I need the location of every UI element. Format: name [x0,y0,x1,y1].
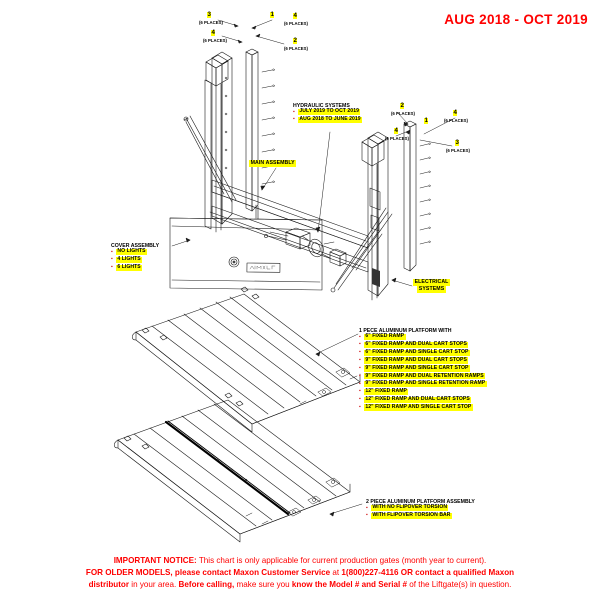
platform-one-piece-option [359,342,487,348]
platform-one-piece-option [359,373,487,379]
platform-one-piece-options [359,334,487,411]
platform-one-piece-option [359,397,487,403]
main-assembly-beam [210,180,368,272]
platform-one-piece-option [359,350,487,356]
callout-places-right-4b: (6 PLACES) [444,118,468,123]
platform-one-piece-option [359,357,487,363]
hydraulic-systems-option [293,109,362,115]
bullet-icon: ▪ [366,512,368,519]
callout-number-right-4a: 4 [394,127,398,134]
important-notice [0,555,600,591]
notice-text: at [330,567,342,577]
cover-assembly-option [111,249,159,255]
bullet-icon: ▪ [111,264,113,271]
platform-one-piece-option [359,365,487,371]
bullet-icon: ▪ [111,248,113,255]
date-range-header: AUG 2018 - OCT 2019 [444,12,588,27]
platform-one-piece-drawing [132,287,360,432]
platform-one-piece-option-label: 12" FIXED RAMP [365,388,407,395]
left-bolt-strip [246,49,274,211]
platform-one-piece-option-label: 9" FIXED RAMP AND DUAL RETENTION RAMPS [365,372,484,379]
notice-text: FOR OLDER MODELS, please contact Maxon Customer Service [85,567,331,577]
callout-number-left-4a: 4 [211,29,215,36]
platform-two-piece-option [366,513,475,519]
hydraulic-systems-title: HYDRAULIC SYSTEMS [293,103,350,109]
bullet-icon: ▪ [359,333,361,340]
platform-one-piece-option-label: 12" FIXED RAMP AND DUAL CART STOPS [365,396,470,403]
right-bolt-strip [404,121,430,271]
platform-two-piece-option-label: WITH NO FLIPOVER TORSION [372,504,448,511]
notice-text: know the Model # and Serial # [291,579,408,589]
platform-two-piece-drawing [114,393,350,542]
platform-two-piece-callout [366,499,475,521]
platform-one-piece-option-label: 6" FIXED RAMP AND SINGLE CART STOP [365,349,469,356]
callout-number-right-4b: 4 [453,109,457,116]
callout-places-left-4a: (6 PLACES) [203,38,227,43]
notice-heading: IMPORTANT NOTICE: [113,555,197,565]
notice-text: in your area. [129,579,179,589]
notice-text: of the Liftgate(s) in question. [407,579,512,589]
bullet-icon: ▪ [359,372,361,379]
platform-two-piece-options [366,505,475,519]
left-column [205,52,232,232]
notice-text: Before calling, [178,579,235,589]
callout-places-right-3: (6 PLACES) [446,148,470,153]
cover-assembly-title: COVER ASSEMBLY [111,243,160,249]
hydraulic-systems-callout [293,103,362,125]
bullet-icon: ▪ [293,116,295,123]
platform-one-piece-option-label: 6" FIXED RAMP [365,333,405,340]
electrical-systems-label: ELECTRICAL SYSTEMS [414,278,449,292]
platform-one-piece-callout [359,328,487,412]
bullet-icon: ▪ [359,396,361,403]
callout-places-left-4b: (6 PLACES) [284,21,308,26]
platform-one-piece-option [359,389,487,395]
cover-option-label: NO LIGHTS [117,248,146,255]
bullet-icon: ▪ [293,108,295,115]
bullet-icon: ▪ [359,349,361,356]
cover-assembly-panel [170,218,322,290]
notice-line-3 [18,579,582,591]
notice-text: make sure you [234,579,292,589]
bullet-icon: ▪ [359,404,361,411]
platform-two-piece-option [366,505,475,511]
bullet-icon: ▪ [366,504,368,511]
platform-one-piece-option-label: 12" FIXED RAMP AND SINGLE CART STOP [365,403,472,410]
callout-number-right-3: 3 [455,139,459,146]
callout-places-left-3: (6 PLACES) [199,20,223,25]
hydraulic-option-label: AUG 2018 TO JUNE 2019 [299,116,361,123]
callout-number-left-1: 1 [270,11,274,18]
bullet-icon: ▪ [359,364,361,371]
bullet-icon: ▪ [359,357,361,364]
platform-one-piece-option-label: 9" FIXED RAMP AND SINGLE CART STOP [365,364,469,371]
platform-one-piece-option-label: 9" FIXED RAMP AND DUAL CART STOPS [365,356,467,363]
bullet-icon: ▪ [111,256,113,263]
cover-option-label: 6 LIGHTS [117,264,141,271]
hydraulic-systems-option [293,117,362,123]
callout-number-left-2: 2 [293,37,297,44]
notice-text: distributor [88,579,130,589]
main-assembly-label: MAIN ASSEMBLY [250,159,295,166]
callout-number-right-2: 2 [400,102,404,109]
notice-line-2 [18,567,582,579]
leader-lines [172,20,455,519]
hydraulic-pump-assembly [264,228,346,266]
lift-arms [184,116,392,292]
bullet-icon: ▪ [359,341,361,348]
right-column [362,132,388,300]
callout-number-right-1: 1 [424,117,428,124]
cover-assembly-option [111,257,159,263]
callout-places-right-4a: (6 PLACES) [385,136,409,141]
platform-one-piece-option-label: 9" FIXED RAMP AND SINGLE RETENTION RAMP [365,380,486,387]
platform-one-piece-option [359,381,487,387]
platform-one-piece-option [359,404,487,410]
cover-option-label: 4 LIGHTS [117,256,141,263]
platform-one-piece-option-label: 6" FIXED RAMP AND DUAL CART STOPS [365,341,467,348]
cover-assembly-option [111,265,159,271]
callout-number-left-3: 3 [207,11,211,18]
notice-text: This chart is only applicable for current production gates (month year to current). [196,555,487,565]
callout-places-right-2: (6 PLACES) [391,111,415,116]
platform-one-piece-title: 1 PECE ALUMINUM PLATFORM WITH [359,328,452,334]
hydraulic-option-label: JULY 2019 TO OCT 2019 [299,108,359,115]
platform-two-piece-title: 2 PIECE ALUMINUM PLATFORM ASSEMBLY [366,499,475,505]
callout-number-left-4b: 4 [293,12,297,19]
cover-assembly-callout [111,243,159,272]
bullet-icon: ▪ [359,388,361,395]
notice-line-1 [18,555,582,567]
bullet-icon: ▪ [359,380,361,387]
platform-one-piece-option [359,334,487,340]
platform-two-piece-option-label: WITH FLIPOVER TORSION BAR [372,512,451,519]
callout-places-left-2: (6 PLACES) [284,46,308,51]
notice-phone: 1(800)227-4116 OR contact a qualified Maxon [341,567,515,577]
